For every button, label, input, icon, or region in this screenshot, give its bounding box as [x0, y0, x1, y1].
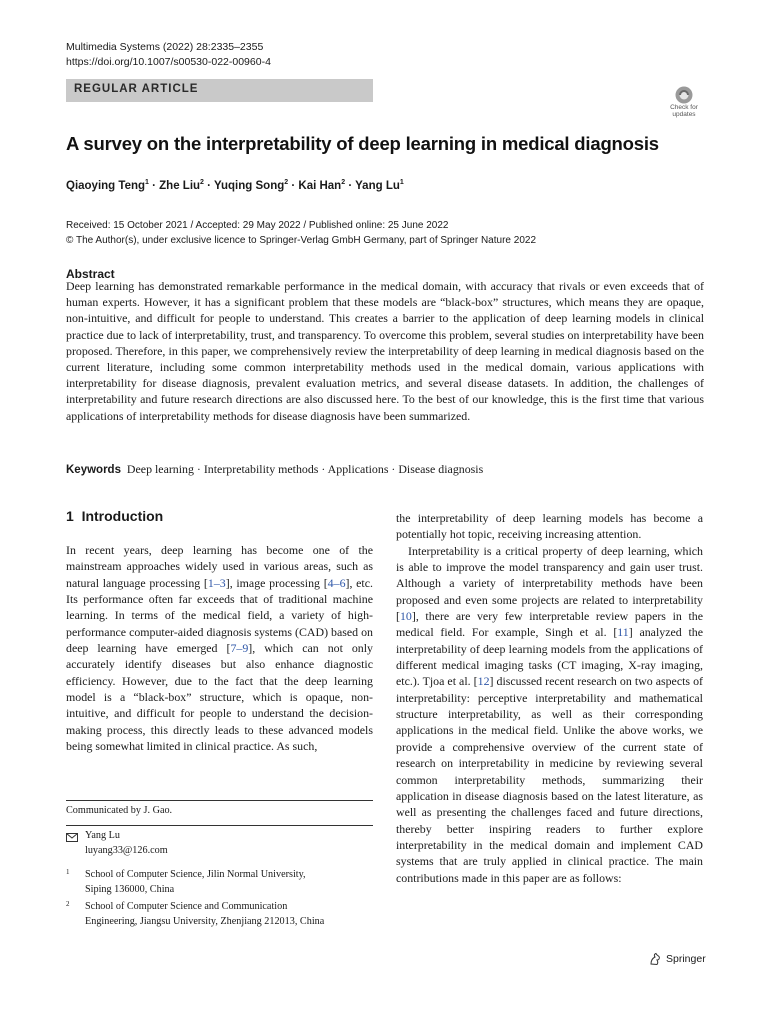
affiliation-2 — [85, 900, 324, 929]
check-for-updates-text — [663, 104, 705, 118]
citation-link[interactable]: 12 — [477, 674, 490, 689]
abstract-text: Deep learning has demonstrated remarkable performance in the medical domain, with accuracy that rivals or even exceeds that of human experts. However, it has a significant problem that these models are “black-box” structures, which means they are opaque, non-intuitive, and difficult for people to understand. This creates a barrier to the application of deep learning models in clinical practice due to lack of interpretability, trust, and transparency. To overcome this problem, several studies on interpretability have been proposed. Therefore, in this paper, we comprehensively review the interpretability of deep learning in medical diagnosis based on the current literature, including some common interpretability methods used in the medical domain, various applications with interpretability for disease diagnosis, prevalent evaluation metrics, and several disease datasets. In addition, the challenges of interpretability and future research directions are also discussed here. To the best of our knowledge, this is the first time that various applications of interpretability methods for disease diagnosis have been summarized. — [66, 279, 704, 423]
left-column-body — [66, 542, 373, 754]
publication-dates — [66, 218, 536, 248]
footnote-rule — [66, 825, 373, 826]
keywords-heading: Keywords — [66, 464, 121, 476]
author-name[interactable]: Zhe Liu — [159, 179, 201, 192]
corresponding-author — [85, 829, 168, 858]
body-paragraph: Interpretability is a critical property of deep learning, which is able to improve the model transparency and gain user trust. Although a variety of interpretability methods have been proposed and even some projects are related to interpretability [10], there are very few interpretable review papers in the medical field. For example, Singh et al. [11] analyzed the interpretability of deep learning models from the applications of different medical imaging tasks (CT imaging, X-ray imaging, etc.). Tjoa et al. [12] discussed recent research on two aspects of interpretability: perceptive interpretability and mathematical structure interpretability, as well as their corresponding applications in the medical field. Unlike the above works, we provide a comprehensive overview of the current state of research on interpretability in medicine by reviewing several common interpretability methods, summarizing their application in disease diagnosis based on the latest literature, as well as presenting the challenges faced and future directions, thereby better inspiring readers to further explore interpretability in the medical domain and implement CAD systems that are truly applied in clinical practice. The main contributions made in this paper are as follows: — [396, 543, 703, 885]
copyright-line: © The Author(s), under exclusive licence to Springer-Verlag GmbH Germany, part of Springer Nature 2022 — [66, 235, 536, 246]
affiliation-line: Engineering, Jiangsu University, Zhenjiang 212013, China — [85, 915, 325, 927]
citation-link[interactable]: 7–9 — [230, 641, 249, 656]
author-name[interactable]: Qiaoying Teng — [66, 179, 146, 192]
contact-email[interactable]: luyang33@126.com — [85, 844, 168, 856]
citation-link[interactable]: 4–6 — [327, 575, 346, 590]
right-column-body — [396, 510, 703, 886]
envelope-icon — [66, 833, 78, 842]
citation-link[interactable]: 1–3 — [207, 575, 226, 590]
journal-header — [66, 40, 271, 70]
section-number: 1 — [66, 508, 74, 524]
doi-link[interactable]: https://doi.org/10.1007/s00530-022-00960-4 — [66, 56, 271, 68]
author-affiliation-mark: 1 — [399, 179, 404, 186]
author-name[interactable]: Yang Lu — [355, 179, 400, 192]
communicated-by: Communicated by J. Gao. — [66, 805, 173, 816]
author-name[interactable]: Kai Han — [298, 179, 342, 192]
badge-line-1: Check for — [670, 104, 698, 111]
footnote-rule — [66, 800, 373, 801]
intro-paragraph: In recent years, deep learning has become one of the mainstream approaches widely used in various areas, such as natural language processing [1–3], image processing [4–6], etc. Its performance often far exceeds that of traditional machine learning. In terms of the medical field, a variety of high-performance computer-aided diagnosis systems (CAD) based on deep learning have emerged [7–9], which can not only accurately identify diseases but also enhance diagnostic efficiency. However, due to the fact that the deep learning model is a “black-box” structure, which is opaque, non-intuitive, and difficult for people to understand the decision-making process, this directly leads to these advanced models being somewhat limited in clinical practice. As such, — [66, 543, 374, 754]
affiliation-number: 2 — [66, 900, 70, 908]
body-paragraph: the interpretability of deep learning models has become a potentially hot topic, receiving increasing attention. — [396, 511, 703, 542]
journal-citation: Multimedia Systems (2022) 28:2335–2355 — [66, 41, 264, 53]
section-title: Introduction — [81, 508, 164, 524]
citation-link[interactable]: 10 — [399, 609, 412, 624]
publisher-name: Springer — [666, 953, 706, 965]
affiliation-number: 1 — [66, 868, 70, 876]
affiliation-line: School of Computer Science and Communication — [85, 901, 288, 912]
affiliation-line: Siping 136000, China — [85, 883, 175, 895]
contact-name: Yang Lu — [85, 830, 120, 841]
publisher-footer — [648, 952, 706, 966]
author-affiliation-mark: 2 — [200, 179, 204, 186]
author-affiliation-mark: 2 — [284, 179, 289, 186]
keywords-list: Deep learning · Interpretability methods · Applications · Disease diagnosis — [126, 462, 484, 476]
abstract-heading: Abstract — [66, 267, 115, 281]
affiliation-line: School of Computer Science, Jilin Normal University, — [85, 869, 306, 880]
author-affiliation-mark: 2 — [341, 179, 346, 186]
article-type-label: REGULAR ARTICLE — [74, 83, 199, 95]
paper-title: A survey on the interpretability of deep learning in medical diagnosis — [66, 133, 659, 154]
citation-link[interactable]: 11 — [617, 625, 629, 640]
keywords — [66, 461, 483, 478]
author-name[interactable]: Yuqing Song — [213, 179, 285, 192]
check-for-updates-icon — [669, 86, 699, 104]
springer-horse-icon — [648, 952, 662, 966]
affiliation-1 — [85, 868, 306, 897]
badge-line-2: updates — [672, 111, 696, 118]
section-heading — [66, 508, 163, 524]
dates-line: Received: 15 October 2021 / Accepted: 29 May 2022 / Published online: 25 June 2022 — [66, 220, 449, 231]
author-affiliation-mark: 1 — [145, 179, 149, 186]
author-list: Qiaoying Teng$^1$ · Zhe Liu$^2$ · Yuqing Song$^2$ · Kai Han$^2$ · Yang Lu$^1$ — [66, 179, 404, 192]
